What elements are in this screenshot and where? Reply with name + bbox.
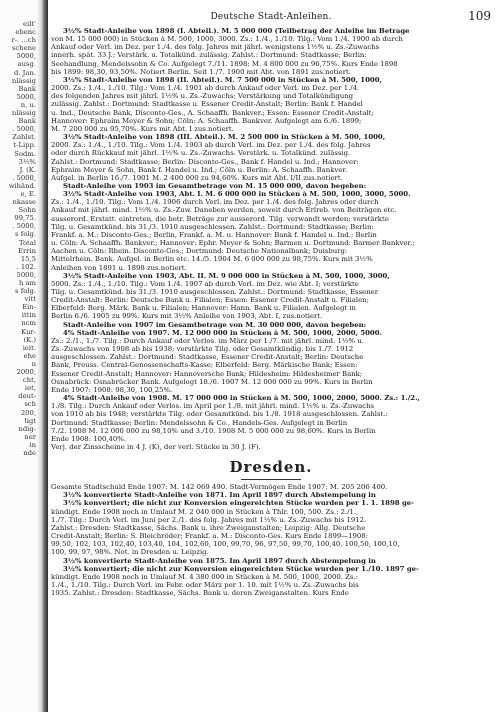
text-line: kündigt. Ende 1908 noch in Umlauf M. 2 040 000 in Stücken à Thlr. 100, 500. Zs.: 2./1., [51, 507, 359, 516]
text-line: Zahlst.: Dresden: Stadtkasse, Sächs. Bank u. ihre Zweiganstalten; Leipzig: Allg. Deutsche [51, 523, 366, 532]
gutter-text-line: s folg. [15, 230, 36, 239]
text-line: Berlin 6./6. 1905 zu 99%. Kurs mit 3½% Anleihe von 1903, Abt. I, zus.notiert. [51, 312, 323, 321]
gutter-text-line: Sodm. [14, 149, 36, 158]
text-line: Ankauf mit jährl. mind. 1½% u. Zs.-Zuw. Daneben werden, soweit durch Erlreb. von Beiträgen etc. [51, 206, 397, 215]
dresden-bonds-section [51, 483, 491, 597]
text-line: oder durch Rückkauf mit jährl. 1½% u. Zs.-Zuwachs. Verstärk. u. Totalkünd. zulässig. [51, 149, 351, 158]
text-line: Hannover: Ephraim Meyer & Sohn; Cöln: A. Schaaffh. Bankver. Aufgelegt am 6./6. 1899; [51, 116, 362, 125]
gutter-text-line: 99,75. [14, 214, 36, 223]
gutter-text-line: . 5000, [12, 125, 36, 134]
gutter-text-line: s folg. [15, 287, 36, 296]
text-line: Elberfeld: Berg. Märk. Bank u. Filialen; Hannover: Hann. Bank u. Filialen. Aufgelegt in [51, 304, 356, 313]
running-head: Deutsche Stadt-Anleihen. [210, 12, 332, 22]
text-line: Aachen u. Cöln: Rhein. Disconto-Ges.; Dortmund: Deutsche Nationalbank; Duisburg: [51, 247, 348, 256]
text-line: Stadt-Anleihe von 1903 im Gesamtbetrage von M. 15 000 000, davon begeben: [63, 181, 367, 190]
text-line: 100, 99, 97, 98%. Not. in Dresden u. Leipzig. [51, 548, 209, 557]
gutter-text-line: ehe [23, 351, 36, 360]
text-line: Gesamte Stadtschuld Ende 1907: M. 142 069 490. Stadt-Vermögen Ende 1907: M. 205 206 400. [51, 483, 388, 492]
gutter-text-line: schene [11, 44, 36, 53]
section-divider [241, 479, 301, 480]
gutter-text-line: h am [18, 279, 36, 287]
gutter-text-line: ligt [24, 416, 36, 425]
gutter-text-line: ncm [21, 319, 36, 328]
text-line: Essener Credit-Anstalt; Hannover: Hannoversche Bank; Hildesheim: Hildesheimer Bank; [51, 369, 363, 378]
text-line: Ankauf oder Verl. im Dez. per 1./4. des folg. Jahres mit jährl. wenigstens 1½% u. Zs.-Zuwachs [51, 43, 380, 52]
gutter-text-line: . 5000, [12, 222, 36, 231]
text-line: Tilg. u. Gesamtkünd. bis 31./3. 1910 ausgeschlossen. Zahlst.: Dortmund: Stadtkasse, Essener [51, 288, 379, 296]
text-line: 7./2. 1908 M. 12 000 000 zu 98,10% und 3./10. 1908 M. 5 000 000 zu 98,60%. Kurs in Berlin [51, 426, 376, 435]
gutter-text-line: Zahlst. [12, 133, 36, 142]
text-line: 4% Stadt-Anleihe von 1907. M. 12 000 000 in Stücken à M. 500, 1000, 2000, 5000. [63, 328, 382, 337]
text-line: u. Cöln: A. Schaaffh. Bankver.; Hannover: Ephr. Meyer & Sohn; Barmen u. Dortmund: Barmer Bankver.; [51, 239, 415, 248]
gutter-text-line: ittin [21, 311, 36, 320]
gutter-text-line: Bank [18, 117, 36, 126]
text-line: Dortmund: Stadtkasse; Berlin: Mendelssohn & Co., Handels-Ges. Aufgelegt in Berlin [51, 418, 348, 427]
gutter-text-line: n [31, 359, 36, 368]
text-line: Stadt-Anleihe von 1907 im Gesamtbetrage von M. 30 000 000, davon begeben: [63, 320, 367, 329]
gutter-text-line: Kur- [21, 327, 36, 336]
page-header [51, 8, 491, 25]
gutter-text-line: n, u. [20, 100, 36, 109]
section-title: Dresden. [229, 458, 313, 477]
gutter-text-line: sch [24, 400, 36, 409]
text-line: Zs.-Zuwachs von 1908 ab bis 1938; verstärkte Tilg. oder Gesamtkündig. bis 1./7. 1912 [51, 345, 354, 354]
gutter-text-line: nde [23, 448, 36, 457]
gutter-text-line: nlässig [11, 76, 36, 85]
text-line: u. Ind., Deutsche Bank, Disconto-Ges., A. Schaaffh. Bankver.; Essen: Essener Credit-Anstalt; [51, 108, 374, 117]
text-line: Verj. der Zinsscheine in 4 J. (K), der verl. Stücke in 30 J. (F). [51, 442, 261, 451]
gutter-text-line: 5000, [16, 270, 36, 279]
text-line: kündigt. Ende 1908 noch in Umlauf M. 4 380 000 in Stücken à M. 500, 1000, 2000. Zs.: [51, 572, 358, 581]
text-line: 3½% Stadt-Anleihe von 1898 (II. Abteil.). M. 7 500 000 in Stücken à M. 500, 1000, [63, 75, 382, 84]
text-line: 4% Stadt-Anleihe von 1908. M. 17 000 000 in Stücken à M. 500, 1000, 2000, 5000. Zs.: 1./2., [63, 394, 420, 403]
text-line: 1./4., 1./10. Tilg.: Durch Verl. im Febr. oder März per 1. 10. mit 1½% u. Zs.-Zuwachs bis [51, 581, 359, 589]
text-line: Credit-Anstalt; Berlin: Deutsche Bank u. Filialen; Essen: Essener Credit-Anstalt u. Filialen; [51, 296, 369, 305]
text-line: 3½% Stadt-Anleihe von 1898 (I. Abteil.). M. 5 000 000 (Teilbetrag der Anleihe im Betrage [63, 27, 410, 35]
gutter-text-line: ebenc [15, 28, 36, 37]
gutter-text-line: 15,5 [20, 254, 36, 263]
gutter-text-line: Total [18, 238, 36, 247]
text-line: innerh. spät. 33 J.; Verstärk. u. Totalkünd. zulässig. Zahlst.: Dortmund: Stadtkasse; Berlin: [51, 51, 367, 60]
text-line: 3½% konvertiert; die nicht zur Konversion eingereichten Stücke wurden per 1. 1. 1898 ge- [63, 499, 415, 508]
text-line: bis 1899: 98,30, 93,50%. Notiert Berlin. Seit 1./7. 1900 mit Abt. von 1891 zus.notiert. [51, 67, 351, 76]
gutter-text-line: 2000, [16, 368, 36, 377]
text-line: Bank, Preuss. Central-Genossenschafts-Kasse; Elberfeld: Berg. Märkische Bank; Essen: [51, 361, 358, 370]
text-line: ausgeschlossen. Zahlst.: Dortmund: Stadtkasse, Essener Credit-Anstalt; Berlin: Deutsche [51, 353, 364, 362]
gutter-text-line: 3½% [18, 157, 36, 166]
gutter-text-line: 5000, [16, 92, 36, 101]
text-line: 3½% Stadt-Anleihe von 1903, Abt. I. M. 6 000 000 in Stücken à M. 500, 1000, 3000, 5000. [63, 190, 411, 199]
gutter-text-line: deut- [18, 392, 36, 401]
gutter-text-line: eilt' [23, 20, 36, 28]
page [51, 8, 491, 597]
gutter-text-line: (K.) [23, 335, 36, 344]
text-line: zulässig. Zahlst.: Dortmund: Stadtkasse u. Essener Credit-Anstalt; Berlin: Bank f. Handel [51, 100, 363, 109]
gutter-text-line: J. (K. [19, 165, 36, 174]
text-line: von M. 15 000 000) in Stücken à M. 500, 1000, 3000. Zs.: 1./4., 1./10. Tilg.: Vom 1./4. 1900 ab durch [51, 35, 403, 44]
text-line: Zs.: 2./1., 1./7. Tilg.: Durch Ankauf oder Verlos. im März per 1./7. mit jährl. mind. 1½% u. [51, 336, 364, 345]
text-line: Frankf. a. M.: Disconto-Ges.; Berlin, Frankf. a. M. u. Hannover: Bank f. Handel u. Ind.; Berlin [51, 230, 377, 239]
text-line: Zahlst.: Dortmund: Stadtkasse; Berlin: Disconto-Ges., Bank f. Handel u. Ind.; Hannover: [51, 157, 359, 166]
text-line: Seehandlung, Mendelssohn & Co. Aufgelegt 7./11. 1898; M. 4 800 000 zu 96,75%. Kurs Ende 1898 [51, 59, 398, 68]
text-line: M. 7 200 000 zu 95,70%. Kurs mit Abt. I zus.notiert. [51, 124, 234, 133]
page-number: 109 [468, 9, 491, 23]
text-line: Credit-Anstalt; Berlin: S. Bleichröder; Frankf. a. M.: Disconto-Ges. Kurs Ende 1899—1908: [51, 532, 368, 541]
book-fold-shadow [36, 0, 48, 712]
text-line: Ende 1907: 1908: 98,30, 100,25%. [51, 385, 173, 394]
gutter-text [0, 20, 36, 457]
text-line: ausserord. Erstatt. eintreten, die betr. Beträge zur ausserord. Tilg. verwandt werden; verstärkte [51, 214, 389, 223]
text-line: 3½% konvertierte Stadt-Anleihe von 1871. Im April 1897 durch Abstempelung in [63, 491, 376, 500]
gutter-text-line: ausg. [17, 60, 36, 69]
text-line: 99,50, 102, 103, 102,40, 103,40, 104, 102,60, 100, 99,70, 96, 97,50, 99,70, 100,40, 100,50, 100,10, [51, 540, 400, 549]
gutter-text-line: . 102. [16, 262, 36, 271]
gutter-text-line: Sohn [18, 206, 36, 215]
text-line: Anleihen von 1891 u. 1898 zus.notiert. [51, 263, 187, 272]
gutter-text-line: . 5000, [12, 173, 36, 182]
gutter-text-line: vitt [24, 295, 36, 304]
gutter-text-line: t-Lipp. [13, 141, 36, 150]
text-line: 3½% Stadt-Anleihe von 1903, Abt. II. M. 9 000 000 in Stücken à M. 500, 1000, 3000, [63, 271, 390, 280]
text-line: 3½% Stadt-Anleihe von 1898 (III. Abteil.). M. 2 500 000 in Stücken à M. 500, 1000, [63, 133, 386, 142]
gutter-text-line: r-. ...ch [11, 36, 36, 45]
text-line: 1./7. Tilg.: Durch Verl. im Juni per 2./1. des folg. Jahres mit 1½% u. Zs.-Zuwachs bis 1912. [51, 515, 367, 524]
gutter-text-line: ieit. [22, 343, 36, 352]
gutter-text-line: nlässig [11, 109, 36, 118]
text-line: 2000. Zs.: 1./4., 1./10. Tilg.: Vom 1./4. 1901 ab durch Ankauf oder Verl. im Dez. per 1./4. [51, 84, 360, 93]
gutter-text-line: 200, [20, 408, 36, 417]
text-line: 3½% konvertierte Stadt-Anleihe von 1875. Im April 1897 durch Abstempelung in [63, 556, 376, 565]
gutter-text-line: in [29, 440, 36, 449]
text-line: des folgenden Jahres mit jährl. 1½% u. Zs.-Zuwachs; Verstärkung und Totalkündigung [51, 92, 354, 101]
dortmund-bonds-section [51, 27, 491, 451]
text-line: Aufgel. in Berlin 16./7. 1901 M. 2 400 000 zu 94,60%. Kurs mit Abt. I/II zus.notiert. [51, 173, 343, 182]
text-line: Zs.: 1./4., 1./10. Tilg.: Vom 1./4. 1906 durch Verl. im Dez. per 1./4. des folg. Jahres oder durch [51, 198, 379, 207]
gutter-text-line: Ein- [22, 303, 36, 312]
text-line: Osnabrück: Osnabrücker Bank. Aufgelegt 18./6. 1907 M. 12 000 000 zu 99%. Kurs in Berlin [51, 377, 373, 386]
gutter-text-line: iet, [24, 384, 36, 393]
gutter-text-line: d. Jan. [14, 68, 36, 77]
text-line: 3½% konvertiert; die nicht zur Konversion eingereichten Stücke wurden per 1./10. 1897 ge- [63, 564, 419, 573]
gutter-text-line: 5000, [16, 52, 36, 61]
gutter-text-line: ndig- [18, 424, 36, 433]
gutter-text-line: e, E. [20, 189, 36, 198]
gutter-text-line: cht, [22, 376, 36, 385]
gutter-text-line: Bank [18, 84, 36, 93]
text-line: von 1910 ab bis 1948; verstärkte Tilg. oder Gesamtkünd. bis 1./8. 1918 ausgeschlossen. Zahlst.: [51, 410, 388, 419]
text-line: Ephraim Meyer & Sohn, Bank f. Handel u. Ind.; Cöln u. Berlin: A. Schaaffh. Bankver. [51, 165, 348, 174]
text-line: 2000. Zs.: 1./4., 1./10. Tilg.: Vom 1./4. 1903 ab durch Verl. im Dez. per 1./4. des folg. Jahres [51, 141, 371, 150]
text-line: Mittelrhein. Bank. Aufgel. in Berlin etc. 14./5. 1904 M. 6 000 000 zu 98,75%. Kurs mit 3½% [51, 255, 373, 264]
text-line: Ende 1908: 100,40%. [51, 434, 127, 443]
text-line: 1./8. Tilg.: Durch Ankauf oder Verlos. im April per 1./8. mit jährl. mind. 1½% u. Zs.-Zuwachs [51, 402, 375, 411]
text-line: 5000. Zs.: 1./4., 1./10. Tilg.: Vom 1./4. 1907 ab durch Verl. im Dez. wie Abt. I; verstärkte [51, 279, 359, 288]
gutter-text-line: Errin [17, 246, 36, 255]
text-line: 1935. Zahlst.: Dresden: Stadtkasse, Sächs. Bank u. deren Zweiganstalten. Kurs Ende [51, 589, 349, 598]
gutter-text-line: wihänd. [8, 181, 36, 190]
gutter-text-line: nkasse [12, 198, 36, 207]
text-line: Tilg. u. Gesamtkünd. bis 31./3. 1910 ausgeschlossen. Zahlst.: Dortmund: Stadtkasse; Berlin: [51, 222, 374, 231]
gutter-text-line: ner [24, 432, 36, 441]
